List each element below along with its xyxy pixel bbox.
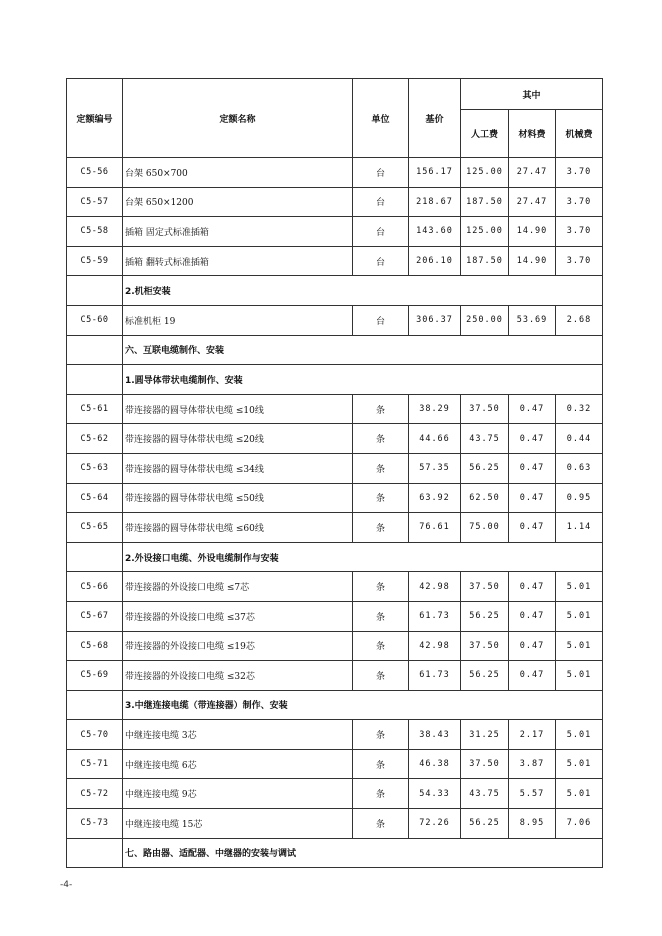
material-cost: 0.47: [509, 513, 556, 543]
section-title: 1.圆导体带状电缆制作、安装: [123, 365, 603, 395]
quota-name: 带连接器的外设接口电缆 ≤32芯: [123, 661, 353, 691]
labor-cost: 250.00: [461, 305, 509, 335]
table-row: [67, 779, 603, 809]
quota-name: 带连接器的圆导体带状电缆 ≤20线: [123, 424, 353, 454]
base-price: 306.37: [409, 305, 461, 335]
machine-cost: 0.44: [556, 424, 603, 454]
unit: 条: [353, 483, 409, 513]
header-of-which: 其中: [461, 79, 603, 110]
section-blank-cell: [67, 365, 123, 395]
base-price: 57.35: [409, 453, 461, 483]
quota-code: C5-72: [67, 779, 123, 809]
table-row: [67, 631, 603, 661]
unit: 台: [353, 246, 409, 276]
header-machine: 机械费: [556, 110, 603, 158]
table-row: [67, 483, 603, 513]
material-cost: 27.47: [509, 158, 556, 188]
section-title: 2.机柜安装: [123, 276, 603, 306]
quota-code: C5-71: [67, 749, 123, 779]
labor-cost: 56.25: [461, 661, 509, 691]
section-row: [67, 335, 603, 365]
machine-cost: 7.06: [556, 809, 603, 839]
machine-cost: 5.01: [556, 572, 603, 602]
header-base-price: 基价: [409, 79, 461, 158]
quota-code: C5-65: [67, 513, 123, 543]
quota-name: 带连接器的圆导体带状电缆 ≤60线: [123, 513, 353, 543]
table-row: [67, 246, 603, 276]
unit: 条: [353, 809, 409, 839]
labor-cost: 187.50: [461, 187, 509, 217]
quota-code: C5-60: [67, 305, 123, 335]
quota-code: C5-70: [67, 720, 123, 750]
page-number: -4-: [60, 880, 73, 890]
machine-cost: 5.01: [556, 601, 603, 631]
quota-code: C5-58: [67, 217, 123, 247]
unit: 台: [353, 158, 409, 188]
quota-code: C5-66: [67, 572, 123, 602]
base-price: 61.73: [409, 601, 461, 631]
machine-cost: 3.70: [556, 246, 603, 276]
quota-name: 中继连接电缆 9芯: [123, 779, 353, 809]
quota-name: 带连接器的圆导体带状电缆 ≤10线: [123, 394, 353, 424]
labor-cost: 37.50: [461, 749, 509, 779]
header-code: 定额编号: [67, 79, 123, 158]
unit: 条: [353, 749, 409, 779]
unit: 条: [353, 513, 409, 543]
quota-name: 带连接器的圆导体带状电缆 ≤50线: [123, 483, 353, 513]
material-cost: 0.47: [509, 483, 556, 513]
section-title: 2.外设接口电缆、外设电缆制作与安装: [123, 542, 603, 572]
quota-name: 标准机柜 19: [123, 305, 353, 335]
labor-cost: 56.25: [461, 601, 509, 631]
header-labor: 人工费: [461, 110, 509, 158]
section-title: 六、互联电缆制作、安装: [123, 335, 603, 365]
quota-code: C5-56: [67, 158, 123, 188]
labor-cost: 37.50: [461, 572, 509, 602]
unit: 条: [353, 720, 409, 750]
quota-name: 中继连接电缆 6芯: [123, 749, 353, 779]
labor-cost: 187.50: [461, 246, 509, 276]
base-price: 61.73: [409, 661, 461, 691]
section-blank-cell: [67, 542, 123, 572]
machine-cost: 3.70: [556, 217, 603, 247]
table-row: [67, 661, 603, 691]
material-cost: 0.47: [509, 424, 556, 454]
machine-cost: 5.01: [556, 661, 603, 691]
table-row: [67, 217, 603, 247]
machine-cost: 3.70: [556, 187, 603, 217]
quota-name: 台架 650×700: [123, 158, 353, 188]
section-title: 七、路由器、适配器、中继器的安装与调试: [123, 838, 603, 868]
machine-cost: 5.01: [556, 631, 603, 661]
table-row: [67, 158, 603, 188]
unit: 条: [353, 394, 409, 424]
labor-cost: 43.75: [461, 779, 509, 809]
table-row: [67, 424, 603, 454]
unit: 条: [353, 453, 409, 483]
material-cost: 0.47: [509, 394, 556, 424]
table-row: [67, 749, 603, 779]
machine-cost: 2.68: [556, 305, 603, 335]
labor-cost: 56.25: [461, 453, 509, 483]
labor-cost: 125.00: [461, 217, 509, 247]
base-price: 72.26: [409, 809, 461, 839]
table-row: [67, 187, 603, 217]
unit: 条: [353, 424, 409, 454]
material-cost: 3.87: [509, 749, 556, 779]
table-body: [67, 158, 603, 868]
base-price: 206.10: [409, 246, 461, 276]
quota-name: 插箱 固定式标准插箱: [123, 217, 353, 247]
table-row: [67, 809, 603, 839]
table-row: [67, 513, 603, 543]
labor-cost: 37.50: [461, 394, 509, 424]
unit: 条: [353, 572, 409, 602]
quota-name: 带连接器的外设接口电缆 ≤19芯: [123, 631, 353, 661]
quota-table: [66, 78, 603, 868]
quota-code: C5-62: [67, 424, 123, 454]
material-cost: 0.47: [509, 601, 556, 631]
material-cost: 14.90: [509, 217, 556, 247]
base-price: 38.43: [409, 720, 461, 750]
quota-name: 带连接器的圆导体带状电缆 ≤34线: [123, 453, 353, 483]
quota-code: C5-67: [67, 601, 123, 631]
quota-code: C5-73: [67, 809, 123, 839]
base-price: 218.67: [409, 187, 461, 217]
table-row: [67, 394, 603, 424]
base-price: 42.98: [409, 631, 461, 661]
base-price: 143.60: [409, 217, 461, 247]
table-row: [67, 720, 603, 750]
quota-name: 中继连接电缆 3芯: [123, 720, 353, 750]
table-row: [67, 601, 603, 631]
base-price: 63.92: [409, 483, 461, 513]
machine-cost: 1.14: [556, 513, 603, 543]
unit: 台: [353, 217, 409, 247]
quota-name: 插箱 翻转式标准插箱: [123, 246, 353, 276]
header-unit: 单位: [353, 79, 409, 158]
header-name: 定额名称: [123, 79, 353, 158]
quota-code: C5-57: [67, 187, 123, 217]
material-cost: 14.90: [509, 246, 556, 276]
quota-code: C5-59: [67, 246, 123, 276]
material-cost: 0.47: [509, 631, 556, 661]
labor-cost: 62.50: [461, 483, 509, 513]
section-row: [67, 542, 603, 572]
quota-code: C5-63: [67, 453, 123, 483]
quota-name: 中继连接电缆 15芯: [123, 809, 353, 839]
base-price: 76.61: [409, 513, 461, 543]
material-cost: 53.69: [509, 305, 556, 335]
quota-code: C5-69: [67, 661, 123, 691]
section-title: 3.中继连接电缆（带连接器）制作、安装: [123, 690, 603, 720]
machine-cost: 5.01: [556, 720, 603, 750]
section-blank-cell: [67, 276, 123, 306]
material-cost: 2.17: [509, 720, 556, 750]
table-row: [67, 453, 603, 483]
unit: 台: [353, 187, 409, 217]
table-row: [67, 305, 603, 335]
labor-cost: 31.25: [461, 720, 509, 750]
quota-name: 带连接器的外设接口电缆 ≤37芯: [123, 601, 353, 631]
unit: 条: [353, 779, 409, 809]
quota-name: 台架 650×1200: [123, 187, 353, 217]
table-row: [67, 572, 603, 602]
unit: 条: [353, 631, 409, 661]
unit: 台: [353, 305, 409, 335]
quota-code: C5-61: [67, 394, 123, 424]
material-cost: 27.47: [509, 187, 556, 217]
labor-cost: 37.50: [461, 631, 509, 661]
machine-cost: 0.32: [556, 394, 603, 424]
machine-cost: 3.70: [556, 158, 603, 188]
header-material: 材料费: [509, 110, 556, 158]
quota-name: 带连接器的外设接口电缆 ≤7芯: [123, 572, 353, 602]
base-price: 156.17: [409, 158, 461, 188]
base-price: 38.29: [409, 394, 461, 424]
material-cost: 8.95: [509, 809, 556, 839]
unit: 条: [353, 661, 409, 691]
base-price: 42.98: [409, 572, 461, 602]
labor-cost: 125.00: [461, 158, 509, 188]
section-row: [67, 276, 603, 306]
section-blank-cell: [67, 838, 123, 868]
material-cost: 0.47: [509, 572, 556, 602]
unit: 条: [353, 601, 409, 631]
machine-cost: 5.01: [556, 779, 603, 809]
section-row: [67, 365, 603, 395]
base-price: 54.33: [409, 779, 461, 809]
material-cost: 5.57: [509, 779, 556, 809]
table-header: [67, 79, 603, 158]
base-price: 44.66: [409, 424, 461, 454]
labor-cost: 75.00: [461, 513, 509, 543]
base-price: 46.38: [409, 749, 461, 779]
labor-cost: 43.75: [461, 424, 509, 454]
quota-code: C5-64: [67, 483, 123, 513]
quota-code: C5-68: [67, 631, 123, 661]
section-row: [67, 690, 603, 720]
section-blank-cell: [67, 690, 123, 720]
section-blank-cell: [67, 335, 123, 365]
material-cost: 0.47: [509, 661, 556, 691]
machine-cost: 5.01: [556, 749, 603, 779]
machine-cost: 0.95: [556, 483, 603, 513]
machine-cost: 0.63: [556, 453, 603, 483]
section-row: [67, 838, 603, 868]
labor-cost: 56.25: [461, 809, 509, 839]
material-cost: 0.47: [509, 453, 556, 483]
